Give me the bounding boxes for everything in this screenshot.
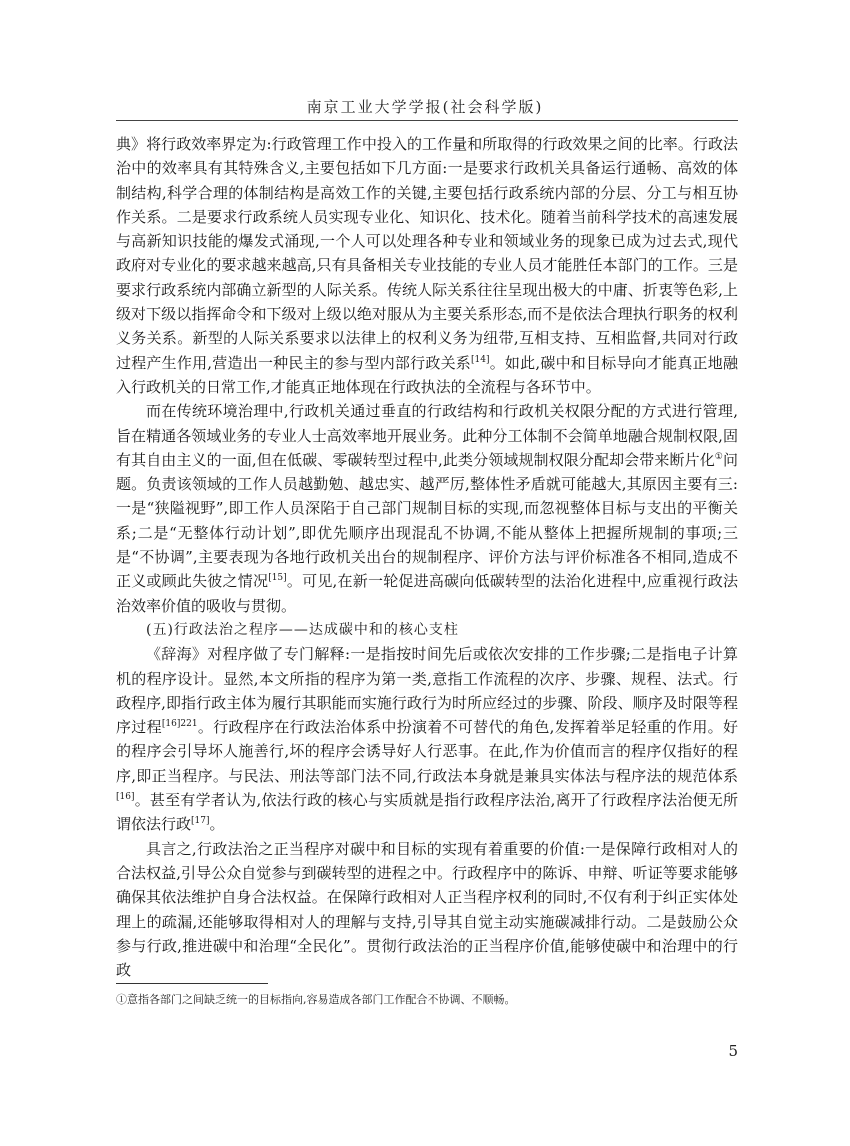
citation: [17] xyxy=(191,816,210,827)
citation: [16] xyxy=(116,792,135,803)
paragraph-text: 《辞海》对程序做了专门解释:一是指按时间先后或依次安排的工作步骤;二是指电子计算机的程序设计。显然,本文所指的程序为第一类,意指工作流程的次序、步骤、规程、法式。行政程序,即指行政主体为履行其职能而实施行政行为时所应经过的步骤、阶段、顺序及时限等程序过程 xyxy=(116,645,738,737)
paragraph-text: 具言之,行政法治之正当程序对碳中和目标的实现有着重要的价值:一是保障行政相对人的合法权益,引导公众自觉参与到碳转型的进程之中。行政程序中的陈诉、申辩、听证等要求能够确保其依法维护自身合法权益。在保障行政相对人正当程序权利的同时,不仅有利于纠正实体处理上的疏漏,还能够取得相对人的理解与支持,引导其自觉主动实施碳减排行动。二是鼓励公众参与行政,推进碳中和治理“全民化”。贯彻行政法治的正当程序价值,能够使碳中和治理中的行政 xyxy=(116,839,738,980)
paragraph-text: 。 xyxy=(209,815,225,834)
footnote-marker: ① xyxy=(714,451,723,462)
page-number: 5 xyxy=(728,1042,738,1060)
paragraph-2 xyxy=(116,399,738,618)
paragraph-text: 。可见,在新一轮促进高碳向低碳转型的法治化进程中,应重视行政法治效率价值的吸收与贯彻。 xyxy=(116,572,738,615)
footnote: ①意指各部门之间缺乏统一的目标指向,容易造成各部门工作配合不协调、不顺畅。 xyxy=(116,993,516,1006)
article-body xyxy=(116,132,738,982)
section-heading: (五)行政法治之程序——达成碳中和的核心支柱 xyxy=(146,621,459,638)
paragraph-3 xyxy=(116,642,738,836)
running-header: 南京工业大学学报(社会科学版) xyxy=(306,98,544,116)
footnote-rule xyxy=(116,983,268,984)
paragraph-text: 问题。负责该领域的工作人员越勤勉、越忠实、越严厉,整体性矛盾就可能越大,其原因主要有三:一是“狭隘视野”,即工作人员深陷于自己部门规制目标的实现,而忽视整体目标与支出的平衡关系;二是“无整体行动计划”,即优先顺序出现混乱不协调,不能从整体上把握所规制的事项;三是“不协调”,主要表现为各地行政机关出台的规制程序、评价方法与评价标准各不相同,造成不正义或顾此失彼之情况 xyxy=(116,450,738,591)
header-rule xyxy=(116,120,738,121)
paragraph-text: 而在传统环境治理中,行政机关通过垂直的行政结构和行政机关权限分配的方式进行管理,旨在精通各领域业务的专业人士高效率地开展业务。此种分工体制不会简单地融合规制权限,固有其自由主义的一面,但在低碳、零碳转型过程中,此类分领域规制权限分配却会带来断片化 xyxy=(116,402,738,469)
citation: [14] xyxy=(471,354,490,365)
citation: [15] xyxy=(268,573,287,584)
paragraph-text: 典》将行政效率界定为:行政管理工作中投入的工作量和所取得的行政效果之间的比率。行政法治中的效率具有其特殊含义,主要包括如下几方面:一是要求行政机关具备运行通畅、高效的体制结构,科学合理的体制结构是高效工作的关键,主要包括行政系统内部的分层、分工与相互协作关系。二是要求行政系统人员实现专业化、知识化、技术化。随着当前科学技术的高速发展与高新知识技能的爆发式涌现,一个人可以处理各种专业和领域业务的现象已成为过去式,现代政府对专业化的要求越来越高,只有具备相关专业技能的专业人员才能胜任本部门的工作。三是要求行政系统内部确立新型的人际关系。传统人际关系往往呈现出极大的中庸、折衷等色彩,上级对下级以指挥命令和下级对上级以绝对服从为主要关系形态,而不是依法合理执行职务的权利义务关系。新型的人际关系要求以法律上的权利义务为纽带,互相支持、互相监督,共同对行政过程产生作用,营造出一种民主的参与型内部行政关系 xyxy=(116,135,738,372)
paragraph-4 xyxy=(116,837,738,983)
paragraph-text: 。甚至有学者认为,依法行政的核心与实质就是指行政程序法治,离开了行政程序法治便无所谓依法行政 xyxy=(116,791,738,834)
paragraph-1 xyxy=(116,132,738,399)
citation: [16]221 xyxy=(161,719,198,730)
paragraph-text: 。如此,碳中和目标导向才能真正地融入行政机关的日常工作,才能真正地体现在行政执法的全流程与各环节中。 xyxy=(116,353,738,396)
paragraph-text: 。行政程序在行政法治体系中扮演着不可替代的角色,发挥着举足轻重的作用。好的程序会引导坏人施善行,坏的程序会诱导好人行恶事。在此,作为价值而言的程序仅指好的程序,即正当程序。与民法、刑法等部门法不同,行政法本身就是兼具实体法与程序法的规范体系 xyxy=(116,718,738,785)
